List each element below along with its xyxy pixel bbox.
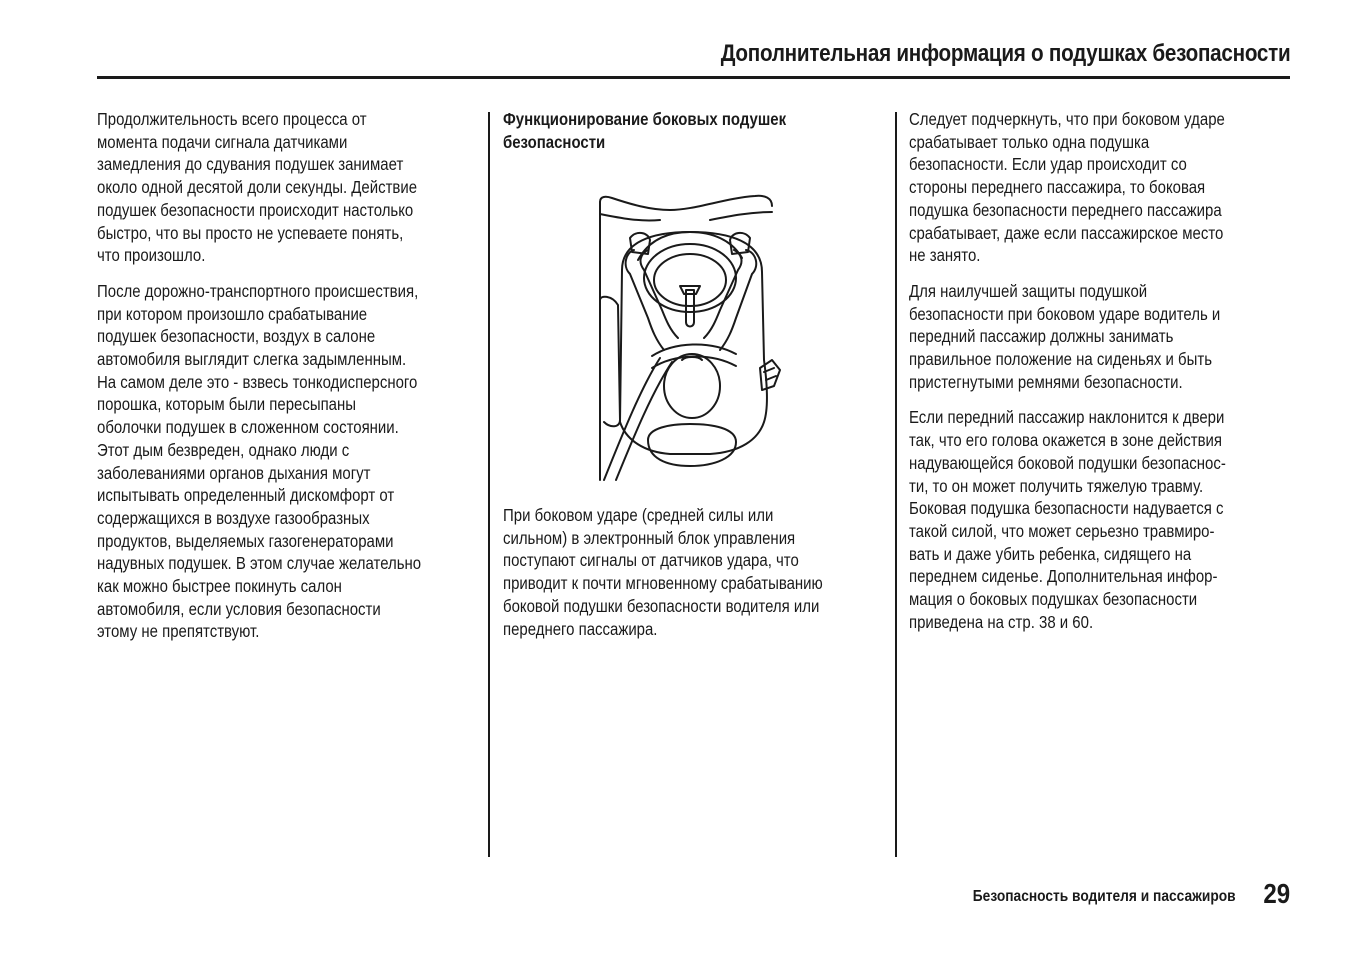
side-airbag-illustration xyxy=(590,190,790,482)
column-divider xyxy=(895,112,897,857)
title-rule xyxy=(97,76,1290,79)
paragraph: Для наилучшей защиты подушкой безопасности при боковом ударе водитель и передний пассажир должны занимать правильное положение на сиденьях и быть пристегнутыми ремнями безопасности. xyxy=(909,280,1221,392)
paragraph: После дорожно-транспортного происшествия, при котором произошло срабатывание подушек безопасности, воздух в салоне автомобиля выглядит слегка задымленным. На самом деле это - взвесь тонкодисперсного порошка, которым были пересыпаны оболочки подушек в сложенном состоянии. Этот дым безвреден, однако люди с заболеваниями органов дыхания могут испытывать определенный дискомфорт от содержащихся в воздухе газообразных продуктов, выделяемых газогенераторами надувных подушек. В этом случае желательно как можно быстрее покинуть салон автомобиля, если условия безопасности этому не препятствуют. xyxy=(97,280,422,642)
column-2 xyxy=(503,108,888,166)
column-divider xyxy=(488,112,490,857)
page-number: 29 xyxy=(1263,878,1290,909)
paragraph: При боковом ударе (средней силы или сильном) в электронный блок управления поступают сигналы от датчиков удара, что приводит к почти мгновенному срабатыванию боковой подушки безопасности водителя или переднего пассажира. xyxy=(503,505,823,639)
column-3 xyxy=(909,108,1294,646)
paragraph: Если передний пассажир наклонится к двери так, что его голова окажется в зоне действия надувающейся боковой подушки безопаснос- ти, то он может получить тяжелую травму. Боковая подушка безопасности надувается с такой силой, что может серьезно травмиро- вать и даже убить ребенка, сидящего на переднем сиденье. Дополнительная инфор- мация о боковых подушках безопасности приведена на стр. 38 и 60. xyxy=(909,407,1226,632)
paragraph: Продолжительность всего процесса от момента подачи сигнала датчиками замедления до сдувания подушек занимает около одной десятой доли секунды. Действие подушек безопасности происходит настолько быстро, что вы просто не успеваете понять, что произошло. xyxy=(97,109,418,266)
footer-section-title: Безопасность водителя и пассажиров xyxy=(973,888,1236,905)
column-1 xyxy=(97,108,482,656)
column-2-body xyxy=(503,504,888,653)
section-heading: Функционирование боковых подушек безопасности xyxy=(503,109,787,152)
page-title: Дополнительная информация о подушках безопасности xyxy=(720,40,1290,67)
paragraph: Следует подчеркнуть, что при боковом ударе срабатывает только одна подушка безопасности. Если удар происходит со стороны переднего пассажира, то боковая подушка безопасности переднего пассажира срабатывает, даже если пассажирское место не занято. xyxy=(909,109,1225,266)
